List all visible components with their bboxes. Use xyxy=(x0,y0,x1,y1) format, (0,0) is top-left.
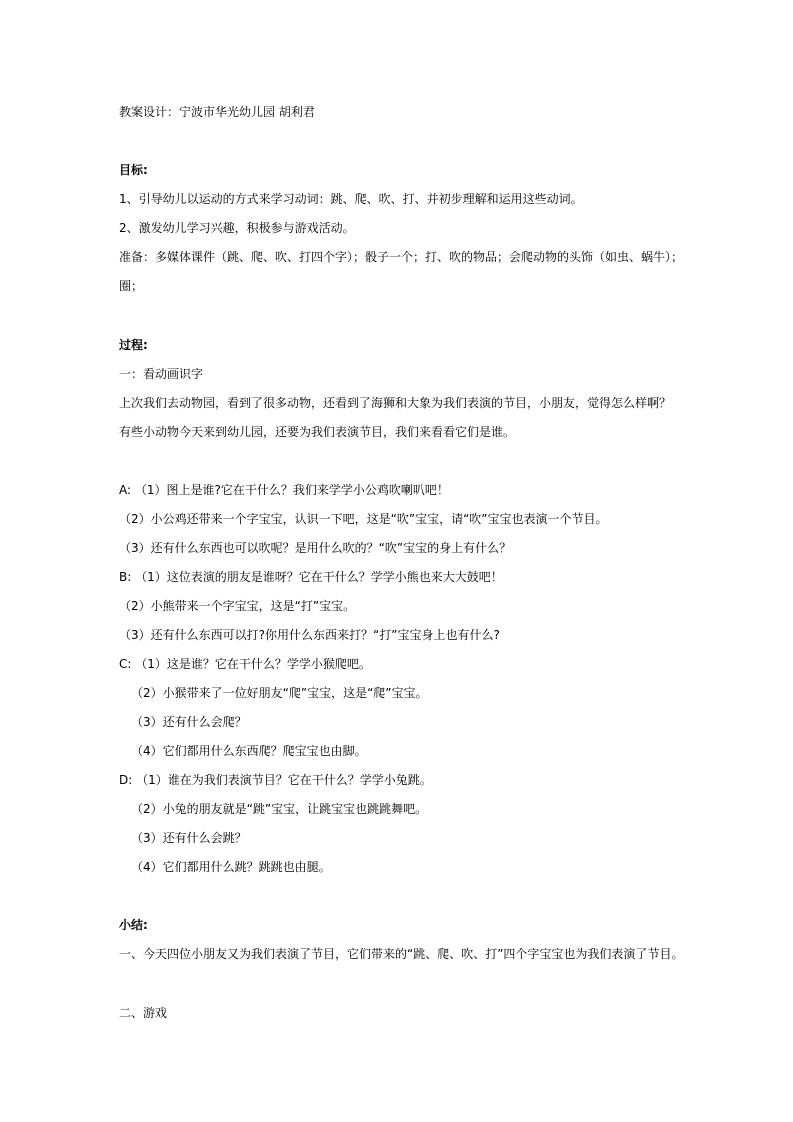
section-d-line: D: （1）谁在为我们表演节目？它在干什么？学学小兔跳。 xyxy=(119,773,432,787)
step-heading: 一：看动画识字 xyxy=(119,367,204,381)
section-a-line: A: （1）图上是谁?它在干什么？我们来学学小公鸡吹喇叭吧！ xyxy=(119,483,449,497)
summary-text: 一、今天四位小朋友又为我们表演了节目，它们带来的“跳、爬、吹、打”四个字宝宝也为我们表演了节目。 xyxy=(119,947,684,961)
section-c-line: C: （1）这是谁？它在干什么？学学小猴爬吧。 xyxy=(119,657,371,671)
prep-line: 圈； xyxy=(119,279,144,293)
section-b-line: （3）还有什么东西可以打?你用什么东西来打？“打”宝宝身上也有什么? xyxy=(119,628,500,642)
prep-line: 准备：多媒体课件（跳、爬、吹、打四个字）；骰子一个；打、吹的物品；会爬动物的头饰（如虫、蜗牛）； xyxy=(119,250,684,264)
section-c-line: （4）它们都用什么东西爬？爬宝宝也由脚。 xyxy=(131,744,367,758)
section-a-line: （2）小公鸡还带来一个字宝宝，认识一下吧，这是“吹”宝宝，请“吹”宝宝也表演一个节目。 xyxy=(119,512,608,526)
section-d-line: （4）它们都用什么跳？跳跳也由腿。 xyxy=(131,860,331,874)
section-b-line: （2）小熊带来一个字宝宝，这是“打”宝宝。 xyxy=(119,599,356,613)
section-d-line: （2）小兔的朋友就是“跳”宝宝，让跳宝宝也跳跳舞吧。 xyxy=(131,802,428,816)
section-a-line: （3）还有什么东西也可以吹呢？是用什么吹的？“吹”宝宝的身上有什么？ xyxy=(119,541,512,555)
intro-line: 上次我们去动物园，看到了很多动物，还看到了海狮和大象为我们表演的节目，小朋友，觉得怎么样啊？ xyxy=(119,396,672,410)
section-c-line: （3）还有什么会爬？ xyxy=(131,715,247,729)
goal-item: 1、引导幼儿以运动的方式来学习动词：跳、爬、吹、打、并初步理解和运用这些动词。 xyxy=(119,192,583,206)
section-b-line: B: （1）这位表演的朋友是谁呀？它在干什么？学学小熊也来大大鼓吧！ xyxy=(119,570,503,584)
summary-heading: 小结: xyxy=(119,918,148,932)
header-line: 教案设计：宁波市华光幼儿园 胡利君 xyxy=(119,105,315,119)
intro-line: 有些小动物今天来到幼儿园，还要为我们表演节目，我们来看看它们是谁。 xyxy=(119,425,516,439)
process-heading: 过程: xyxy=(119,338,148,352)
section-c-line: （2）小猴带来了一位好朋友“爬”宝宝，这是“爬”宝宝。 xyxy=(131,686,428,700)
game-heading: 二、游戏 xyxy=(119,1006,168,1020)
section-d-line: （3）还有什么会跳？ xyxy=(131,831,247,845)
goals-heading: 目标: xyxy=(119,163,148,177)
goal-item: 2、激发幼儿学习兴趣，积极参与游戏活动。 xyxy=(119,221,355,235)
